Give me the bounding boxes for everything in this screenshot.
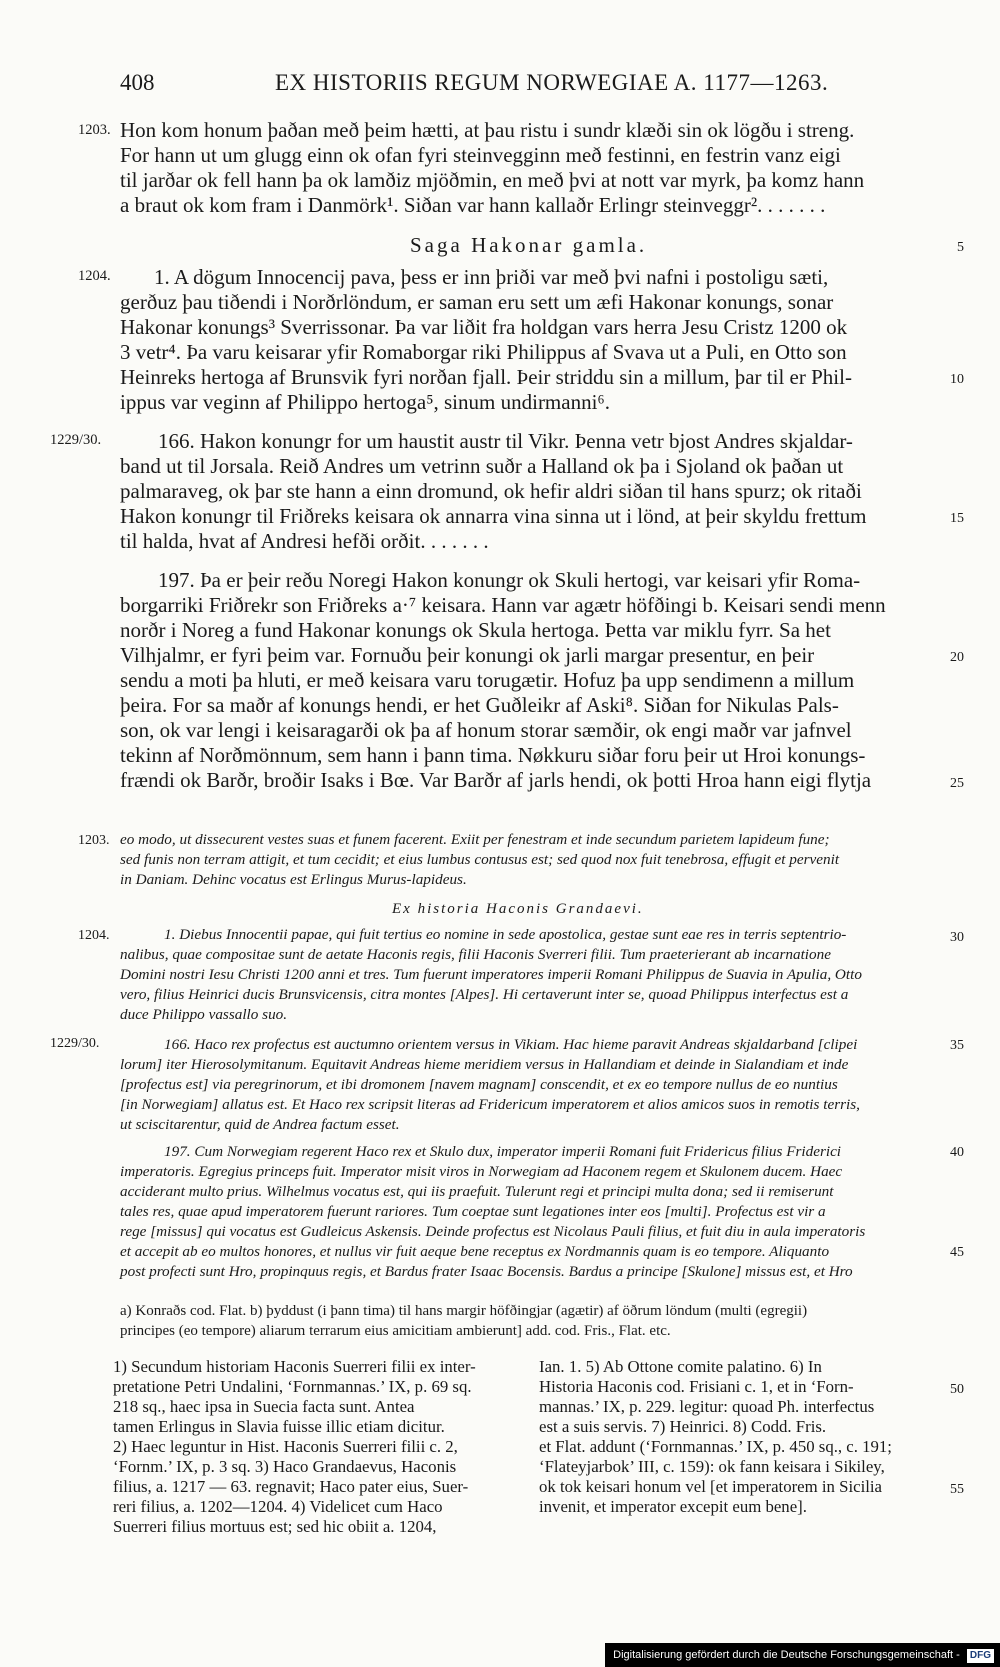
translation-line: [in Norwegiam] allatus est. Et Haco rex scripsit literas ad Fridericum imperatorem et alios amicos suos in remotis terris, [120,1096,860,1113]
text-line: Hakonar konungs³ Sverrissonar. Þa var liðit fra holdgan vars herra Jesu Cristz 1200 ok [120,315,848,339]
running-head [0,70,1000,98]
translation-line: acciderant multo prius. Wilhelmus vocatus est, qui iis praefuit. Tulerunt regi et principi multa dona; sed ii remiserunt [120,1183,834,1200]
footnote-line: Ian. 1. 5) Ab Ottone comite palatino. 6) In [539,1357,822,1376]
text-line: borgarriki Friðrekr son Friðreks a·⁷ keisara. Hann var agætr höfðingi b. Keisari sendi menn [120,593,886,617]
line-number: 15 [950,511,964,526]
translation-line: [profectus est] via peregrinorum, et ibi dromonem [navem magnam] conscendit, et ex eo tempore nullus de eo nuntius [120,1076,838,1093]
dfg-logo: DFG [967,1649,994,1663]
year-label-1229-30: 1229/30. [50,1036,100,1051]
footnote-line: filius, a. 1217 — 63. regnavit; Haco pater eius, Suer- [113,1477,469,1496]
text-line: sendu a moti þa hluti, er með keisara varu torugætir. Hofuz þa upp sendimenn a millum [120,668,855,692]
text-line: 166. Hakon konungr for um haustit austr til Vikr. Þenna vetr bjost Andres skjaldar- [158,429,853,453]
text-line: palmaraveg, ok þar ste hann a einn dromund, ok hefir aldri siðan til hans spurz; ok ritaði [120,479,862,503]
translation-line: in Daniam. Dehinc vocatus est Erlingus Murus-lapideus. [120,871,467,888]
line-number: 25 [950,776,964,791]
digitization-credit [605,1643,1000,1667]
footnote-line: ‘Fornm.’ IX, p. 3 sq. 3) Haco Grandaevus, Haconis [113,1457,457,1476]
line-number: 10 [950,372,964,387]
translation-line: rege [missus] qui vocatus est Gudleicus Askensis. Deinde profectus est Nicolaus Pauli filius, et fuit diu in aula imperatoris [120,1223,866,1240]
text-line: Vilhjalmr, er fyri þeim var. Fornuðu þeir konungi ok jarli margar presentur, en þeir [120,643,815,667]
apparatus-line: a) Konraðs cod. Flat. b) þyddust (i þann tima) til hans margir höfðingjar (agætir) af öðrum löndum (multi (egregii) [120,1303,808,1319]
text-line: til jarðar ok fell hann þa ok lamðiz mjöðmin, en með þvi at nott var myrk, þa komz hann [120,168,865,192]
footnote-line: invenit, et imperator excepit eum bene]. [539,1497,807,1516]
text-line: Heinreks hertoga af Brunsvik fyri norðan fjall. Þeir striddu sin a millum, þar til er Phil- [120,365,852,389]
footnote-line: ok tok keisari honum vel [et imperatorem in Sicilia [539,1477,882,1496]
translation-line: imperatoris. Egregius princeps fuit. Imperator misit viros in Norwegiam ad Haconem regem et Skulonem ducem. Haec [120,1163,843,1180]
line-number: 40 [950,1145,964,1160]
section-title: Saga Hakonar gamla. [410,233,648,257]
footnotes [0,1357,1000,1537]
text-line: 3 vetr⁴. Þa varu keisarar yfir Romaborgar riki Philippus af Svava ut a Puli, en Otto son [120,340,847,364]
line-number: 5 [957,240,964,255]
footnote-line: mannas.’ IX, p. 229. legitur: quoad Ph. interfectus [539,1397,875,1416]
footnote-line: 218 sq., haec ipsa in Suecia facta sunt. Antea [113,1397,415,1416]
translation-line: vero, filius Heinrici ducis Brunsvicensis, citra montes [Alpes]. Hi certaverunt inter se, quoad Philippus interfectus est a [120,986,849,1003]
translation-line: post profecti sunt Hro, propinquus regis, et Bardus frater Isaac Bocensis. Bardus a principe [Skulone] missus est, et Hro [120,1263,853,1280]
footnote-line: 1) Secundum historiam Haconis Suerreri filii ex inter- [113,1357,476,1376]
translation-line: 1. Diebus Innocentii papae, qui fuit tertius eo nomine in sede apostolica, gestae sunt eae res in terris septentrio- [164,926,847,943]
text-line: ippus var veginn af Philippo hertoga⁵, sinum undirmanni⁶. [120,390,610,414]
translation-line: Domini nostri Iesu Christi 1200 anni et tres. Tum fuerunt imperatores imperii Romani Philippus de Suavia in Apulia, Otto [120,966,862,983]
year-label-1204: 1204. [78,268,111,284]
line-number: 55 [950,1482,964,1497]
credit-text: Digitalisierung gefördert durch die Deutsche Forschungsgemeinschaft - [613,1649,960,1661]
line-number: 30 [950,930,964,945]
text-line: 1. A dögum Innocencij pava, þess er inn þriði var með þvi nafni i postoligu sæti, [154,265,829,289]
line-number: 45 [950,1245,964,1260]
translation-line: nalibus, quae compositae sunt de aetate Haconis regis, filii Haconis Sverreri filii. Tum praeterierant ab incarnatione [120,946,831,963]
text-line: gerðuz þau tiðendi i Norðrlöndum, er saman eru sett um æfi Hakonar konungs, sonar [120,290,834,314]
translation-line: et accepit ab eo multos honores, et nullus vir fuit aeque bene receptus ex Nordmannis quam is eo tempore. Aliquanto [120,1243,830,1260]
footnote-line: et Flat. addunt (‘Fornmannas.’ IX, p. 450 sq., c. 191; [539,1437,892,1456]
text-line: band ut til Jorsala. Reið Andres um vetrinn suðr a Halland ok þa i Sjoland ok þaðan ut [120,454,844,478]
footnote-line: ‘Flateyjarbok’ III, c. 159): ok fann keisara i Sikiley, [539,1457,885,1476]
text-line: a braut ok kom fram i Danmörk¹. Siðan var hann kallaðr Erlingr steinveggr². . . . . . . [120,193,826,217]
text-line: son, ok var lengi i keisaragarði ok þa af honum storar sæmðir, ok engi maðr var jafnvel [120,718,852,742]
line-number: 35 [950,1038,964,1053]
translation-line: sed funis non terram attigit, et tum cecidit; et eius lumbus contusus est; sed quod nox fuit tenebrosa, effugit et pervenit [120,851,840,868]
text-line: frændi ok Barðr, broðir Isaks i Bœ. Var Barðr af jarls hendi, ok þotti Hroa hann eigi flytja [120,768,872,792]
line-number: 20 [950,650,964,665]
text-line: 197. Þa er þeir reðu Noregi Hakon konungr ok Skuli hertogi, var keisari yfir Roma- [158,568,861,592]
footnote-line: Historia Haconis cod. Frisiani c. 1, et in ‘Forn- [539,1377,854,1396]
text-line: tekinn af Norðmönnum, sem hann i þann tima. Nøkkuru siðar foru þeir ut Hroi konungs- [120,743,866,767]
footnote-line: est a suis servis. 7) Heinrici. 8) Codd. Fris. [539,1417,827,1436]
year-label-1203: 1203. [78,833,110,848]
footnote-line: tamen Erlingus in Slavia fuisse illic etiam dicitur. [113,1417,445,1436]
page-number: 408 [120,70,155,95]
translation-line: tales res, quae apud imperatorem fuerunt rariores. Tum coeptae sunt legationes inter eos [multi]. Profectus est vir a [120,1203,826,1220]
running-title: EX HISTORIIS REGUM NORWEGIAE A. 1177—1263. [275,70,829,95]
footnote-line: 2) Haec leguntur in Hist. Haconis Suerreri filii c. 2, [113,1437,458,1456]
translation-line: 197. Cum Norwegiam regerent Haco rex et Skulo dux, imperator imperii Romani fuit Fridericus filius Friderici [164,1143,842,1160]
year-label-1204: 1204. [78,928,110,943]
year-label-1203: 1203. [78,122,111,138]
text-line: þeira. For sa maðr af konungs hendi, er het Guðleikr af Aski⁸. Siðan for Nikulas Pals- [120,693,839,717]
translation-line: eo modo, ut dissecurent vestes suas et funem facerent. Exiit per fenestram et inde secundum parietem lapideum fune; [120,831,830,848]
footnote-line: reri filius, a. 1202—1204. 4) Videlicet cum Haco [113,1497,443,1516]
translation-line: duce Philippo vassallo suo. [120,1006,288,1023]
text-line: For hann ut um glugg einn ok ofan fyri steinvegginn með festinni, en festrin vanz eigi [120,143,841,167]
text-line: Hakon konungr til Friðreks keisara ok annarra vina sinna ut i lönd, at þeir skyldu frettum [120,504,867,528]
footnote-line: pretatione Petri Undalini, ‘Fornmannas.’ IX, p. 69 sq. [113,1377,472,1396]
translation-line: 166. Haco rex profectus est auctumno orientem versus in Vikiam. Hac hieme paravit Andreas skjaldarband [clipei [164,1036,858,1053]
footnote-line: Suerreri filius mortuus est; sed hic obiit a. 1204, [113,1517,437,1536]
line-number: 50 [950,1382,964,1397]
translation-line: ut sciscitarentur, quid de Andrea factum esset. [120,1116,400,1133]
year-label-1229-30: 1229/30. [50,432,102,448]
text-line: til halda, hvat af Andresi hefði orðit. . . . . . . [120,529,489,553]
text-line: norðr i Noreg a fund Hakonar konungs ok Skula hertoga. Þetta var miklu fyrr. Sa het [120,618,831,642]
apparatus-line: principes (eo tempore) aliarum terrarum eius amicitiam ambierunt] add. cod. Fris., Flat. etc. [120,1323,671,1339]
translation-line: lorum] iter Hierosolymitanum. Equitavit Andreas hieme meridiem versus in Hallandiam et deinde in Sialandiam et inde [120,1056,849,1073]
translation-section-title: Ex historia Haconis Grandaevi. [392,901,644,917]
text-line: Hon kom honum þaðan með þeim hætti, at þau ristu i sundr klæði sin ok lögðu i streng. [120,118,855,142]
